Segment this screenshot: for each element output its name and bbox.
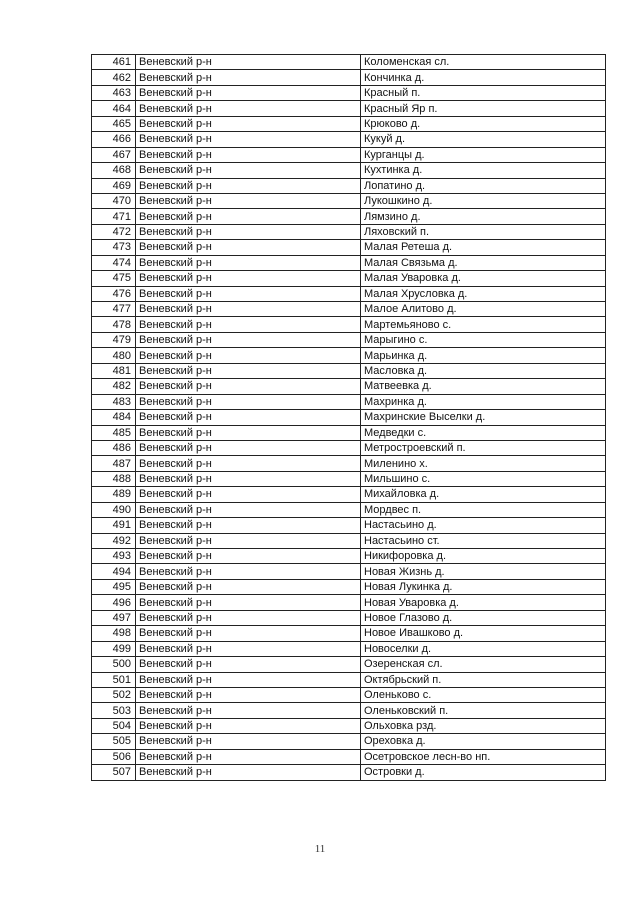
table-row [92, 518, 606, 533]
district-cell: Веневский р-н [136, 363, 361, 378]
row-number-cell: 502 [92, 687, 136, 702]
table-row [92, 70, 606, 85]
district-cell: Веневский р-н [136, 718, 361, 733]
district-cell: Веневский р-н [136, 348, 361, 363]
table-row [92, 132, 606, 147]
settlement-cell: Новая Жизнь д. [361, 564, 606, 579]
district-cell: Веневский р-н [136, 132, 361, 147]
table-row [92, 163, 606, 178]
settlement-cell: Озеренская сл. [361, 657, 606, 672]
row-number-cell: 495 [92, 579, 136, 594]
row-number-cell: 484 [92, 410, 136, 425]
table-row [92, 101, 606, 116]
row-number-cell: 474 [92, 255, 136, 270]
settlement-cell: Малая Уваровка д. [361, 271, 606, 286]
district-cell: Веневский р-н [136, 178, 361, 193]
table-row [92, 240, 606, 255]
row-number-cell: 500 [92, 657, 136, 672]
row-number-cell: 496 [92, 595, 136, 610]
table-row [92, 271, 606, 286]
settlement-cell: Новая Лукинка д. [361, 579, 606, 594]
row-number-cell: 479 [92, 332, 136, 347]
row-number-cell: 492 [92, 533, 136, 548]
settlement-cell: Ольховка рзд. [361, 718, 606, 733]
settlement-cell: Мордвес п. [361, 502, 606, 517]
table-row [92, 193, 606, 208]
settlement-cell: Мильшино с. [361, 471, 606, 486]
settlement-cell: Новая Уваровка д. [361, 595, 606, 610]
settlement-cell: Оленьковский п. [361, 703, 606, 718]
settlement-cell: Марьинка д. [361, 348, 606, 363]
table-row [92, 317, 606, 332]
district-cell: Веневский р-н [136, 487, 361, 502]
row-number-cell: 505 [92, 734, 136, 749]
table-row [92, 734, 606, 749]
table-row [92, 487, 606, 502]
settlement-cell: Миленино х. [361, 456, 606, 471]
district-cell: Веневский р-н [136, 610, 361, 625]
row-number-cell: 506 [92, 749, 136, 764]
table-row [92, 610, 606, 625]
table-row [92, 116, 606, 131]
row-number-cell: 507 [92, 765, 136, 780]
row-number-cell: 480 [92, 348, 136, 363]
row-number-cell: 477 [92, 302, 136, 317]
settlement-cell: Марыгино с. [361, 332, 606, 347]
settlement-cell: Лямзино д. [361, 209, 606, 224]
settlement-cell: Кончинка д. [361, 70, 606, 85]
table-row [92, 440, 606, 455]
district-cell: Веневский р-н [136, 85, 361, 100]
row-number-cell: 498 [92, 626, 136, 641]
settlement-cell: Лукошкино д. [361, 193, 606, 208]
district-cell: Веневский р-н [136, 626, 361, 641]
row-number-cell: 504 [92, 718, 136, 733]
district-cell: Веневский р-н [136, 240, 361, 255]
table-row [92, 718, 606, 733]
district-cell: Веневский р-н [136, 549, 361, 564]
district-cell: Веневский р-н [136, 456, 361, 471]
row-number-cell: 483 [92, 394, 136, 409]
settlement-cell: Михайловка д. [361, 487, 606, 502]
row-number-cell: 461 [92, 55, 136, 70]
settlement-cell: Осетровское лесн-во нп. [361, 749, 606, 764]
district-cell: Веневский р-н [136, 317, 361, 332]
row-number-cell: 494 [92, 564, 136, 579]
page-number: 11 [314, 843, 326, 855]
table-row [92, 425, 606, 440]
district-cell: Веневский р-н [136, 564, 361, 579]
row-number-cell: 493 [92, 549, 136, 564]
table-row [92, 641, 606, 656]
row-number-cell: 485 [92, 425, 136, 440]
row-number-cell: 499 [92, 641, 136, 656]
district-cell: Веневский р-н [136, 332, 361, 347]
settlement-cell: Октябрьский п. [361, 672, 606, 687]
settlement-cell: Красный Яр п. [361, 101, 606, 116]
table-row [92, 55, 606, 70]
table-row [92, 564, 606, 579]
table-row [92, 286, 606, 301]
row-number-cell: 463 [92, 85, 136, 100]
district-cell: Веневский р-н [136, 394, 361, 409]
settlement-cell: Кукуй д. [361, 132, 606, 147]
district-cell: Веневский р-н [136, 255, 361, 270]
settlement-cell: Махринка д. [361, 394, 606, 409]
district-cell: Веневский р-н [136, 518, 361, 533]
district-cell: Веневский р-н [136, 749, 361, 764]
settlement-cell: Новое Глазово д. [361, 610, 606, 625]
settlement-cell: Ореховка д. [361, 734, 606, 749]
row-number-cell: 466 [92, 132, 136, 147]
district-cell: Веневский р-н [136, 224, 361, 239]
district-cell: Веневский р-н [136, 471, 361, 486]
district-cell: Веневский р-н [136, 55, 361, 70]
row-number-cell: 487 [92, 456, 136, 471]
row-number-cell: 488 [92, 471, 136, 486]
row-number-cell: 490 [92, 502, 136, 517]
settlement-cell: Настасьино ст. [361, 533, 606, 548]
settlement-table-body [92, 55, 606, 781]
row-number-cell: 476 [92, 286, 136, 301]
table-row [92, 85, 606, 100]
settlement-cell: Лопатино д. [361, 178, 606, 193]
table-row [92, 749, 606, 764]
table-row [92, 394, 606, 409]
settlement-cell: Островки д. [361, 765, 606, 780]
table-row [92, 626, 606, 641]
settlement-cell: Кухтинка д. [361, 163, 606, 178]
district-cell: Веневский р-н [136, 302, 361, 317]
district-cell: Веневский р-н [136, 672, 361, 687]
row-number-cell: 503 [92, 703, 136, 718]
row-number-cell: 482 [92, 379, 136, 394]
settlement-cell: Оленьково с. [361, 687, 606, 702]
table-row [92, 255, 606, 270]
settlement-cell: Матвеевка д. [361, 379, 606, 394]
table-row [92, 672, 606, 687]
table-row [92, 657, 606, 672]
row-number-cell: 470 [92, 193, 136, 208]
district-cell: Веневский р-н [136, 703, 361, 718]
district-cell: Веневский р-н [136, 286, 361, 301]
table-row [92, 549, 606, 564]
row-number-cell: 478 [92, 317, 136, 332]
settlement-cell: Малое Алитово д. [361, 302, 606, 317]
district-cell: Веневский р-н [136, 101, 361, 116]
settlement-cell: Никифоровка д. [361, 549, 606, 564]
table-row [92, 147, 606, 162]
settlement-cell: Новое Ивашково д. [361, 626, 606, 641]
table-row [92, 178, 606, 193]
settlement-cell: Курганцы д. [361, 147, 606, 162]
district-cell: Веневский р-н [136, 379, 361, 394]
row-number-cell: 473 [92, 240, 136, 255]
row-number-cell: 465 [92, 116, 136, 131]
district-cell: Веневский р-н [136, 657, 361, 672]
settlement-cell: Мартемьяново с. [361, 317, 606, 332]
settlement-cell: Медведки с. [361, 425, 606, 440]
row-number-cell: 501 [92, 672, 136, 687]
row-number-cell: 469 [92, 178, 136, 193]
table-row [92, 332, 606, 347]
district-cell: Веневский р-н [136, 116, 361, 131]
settlement-cell: Малая Связьма д. [361, 255, 606, 270]
settlement-table [91, 54, 606, 781]
row-number-cell: 497 [92, 610, 136, 625]
settlement-cell: Малая Хрусловка д. [361, 286, 606, 301]
district-cell: Веневский р-н [136, 425, 361, 440]
district-cell: Веневский р-н [136, 70, 361, 85]
district-cell: Веневский р-н [136, 533, 361, 548]
settlement-cell: Махринские Выселки д. [361, 410, 606, 425]
district-cell: Веневский р-н [136, 440, 361, 455]
row-number-cell: 467 [92, 147, 136, 162]
district-cell: Веневский р-н [136, 641, 361, 656]
district-cell: Веневский р-н [136, 271, 361, 286]
row-number-cell: 464 [92, 101, 136, 116]
district-cell: Веневский р-н [136, 163, 361, 178]
table-row [92, 533, 606, 548]
table-row [92, 348, 606, 363]
district-cell: Веневский р-н [136, 410, 361, 425]
district-cell: Веневский р-н [136, 193, 361, 208]
district-cell: Веневский р-н [136, 765, 361, 780]
row-number-cell: 475 [92, 271, 136, 286]
table-row [92, 687, 606, 702]
table-row [92, 379, 606, 394]
row-number-cell: 471 [92, 209, 136, 224]
table-row [92, 302, 606, 317]
settlement-cell: Ляховский п. [361, 224, 606, 239]
settlement-cell: Метростроевский п. [361, 440, 606, 455]
row-number-cell: 491 [92, 518, 136, 533]
row-number-cell: 472 [92, 224, 136, 239]
table-row [92, 209, 606, 224]
table-row [92, 579, 606, 594]
table-row [92, 765, 606, 780]
row-number-cell: 462 [92, 70, 136, 85]
table-row [92, 703, 606, 718]
row-number-cell: 486 [92, 440, 136, 455]
table-row [92, 363, 606, 378]
table-row [92, 410, 606, 425]
row-number-cell: 481 [92, 363, 136, 378]
table-row [92, 224, 606, 239]
district-cell: Веневский р-н [136, 579, 361, 594]
district-cell: Веневский р-н [136, 687, 361, 702]
district-cell: Веневский р-н [136, 147, 361, 162]
table-row [92, 502, 606, 517]
district-cell: Веневский р-н [136, 595, 361, 610]
row-number-cell: 468 [92, 163, 136, 178]
district-cell: Веневский р-н [136, 502, 361, 517]
table-row [92, 471, 606, 486]
district-cell: Веневский р-н [136, 209, 361, 224]
settlement-cell: Крюково д. [361, 116, 606, 131]
settlement-cell: Красный п. [361, 85, 606, 100]
table-row [92, 595, 606, 610]
settlement-cell: Новоселки д. [361, 641, 606, 656]
settlement-cell: Масловка д. [361, 363, 606, 378]
settlement-cell: Настасьино д. [361, 518, 606, 533]
settlement-cell: Малая Ретеша д. [361, 240, 606, 255]
district-cell: Веневский р-н [136, 734, 361, 749]
settlement-cell: Коломенская сл. [361, 55, 606, 70]
row-number-cell: 489 [92, 487, 136, 502]
table-row [92, 456, 606, 471]
